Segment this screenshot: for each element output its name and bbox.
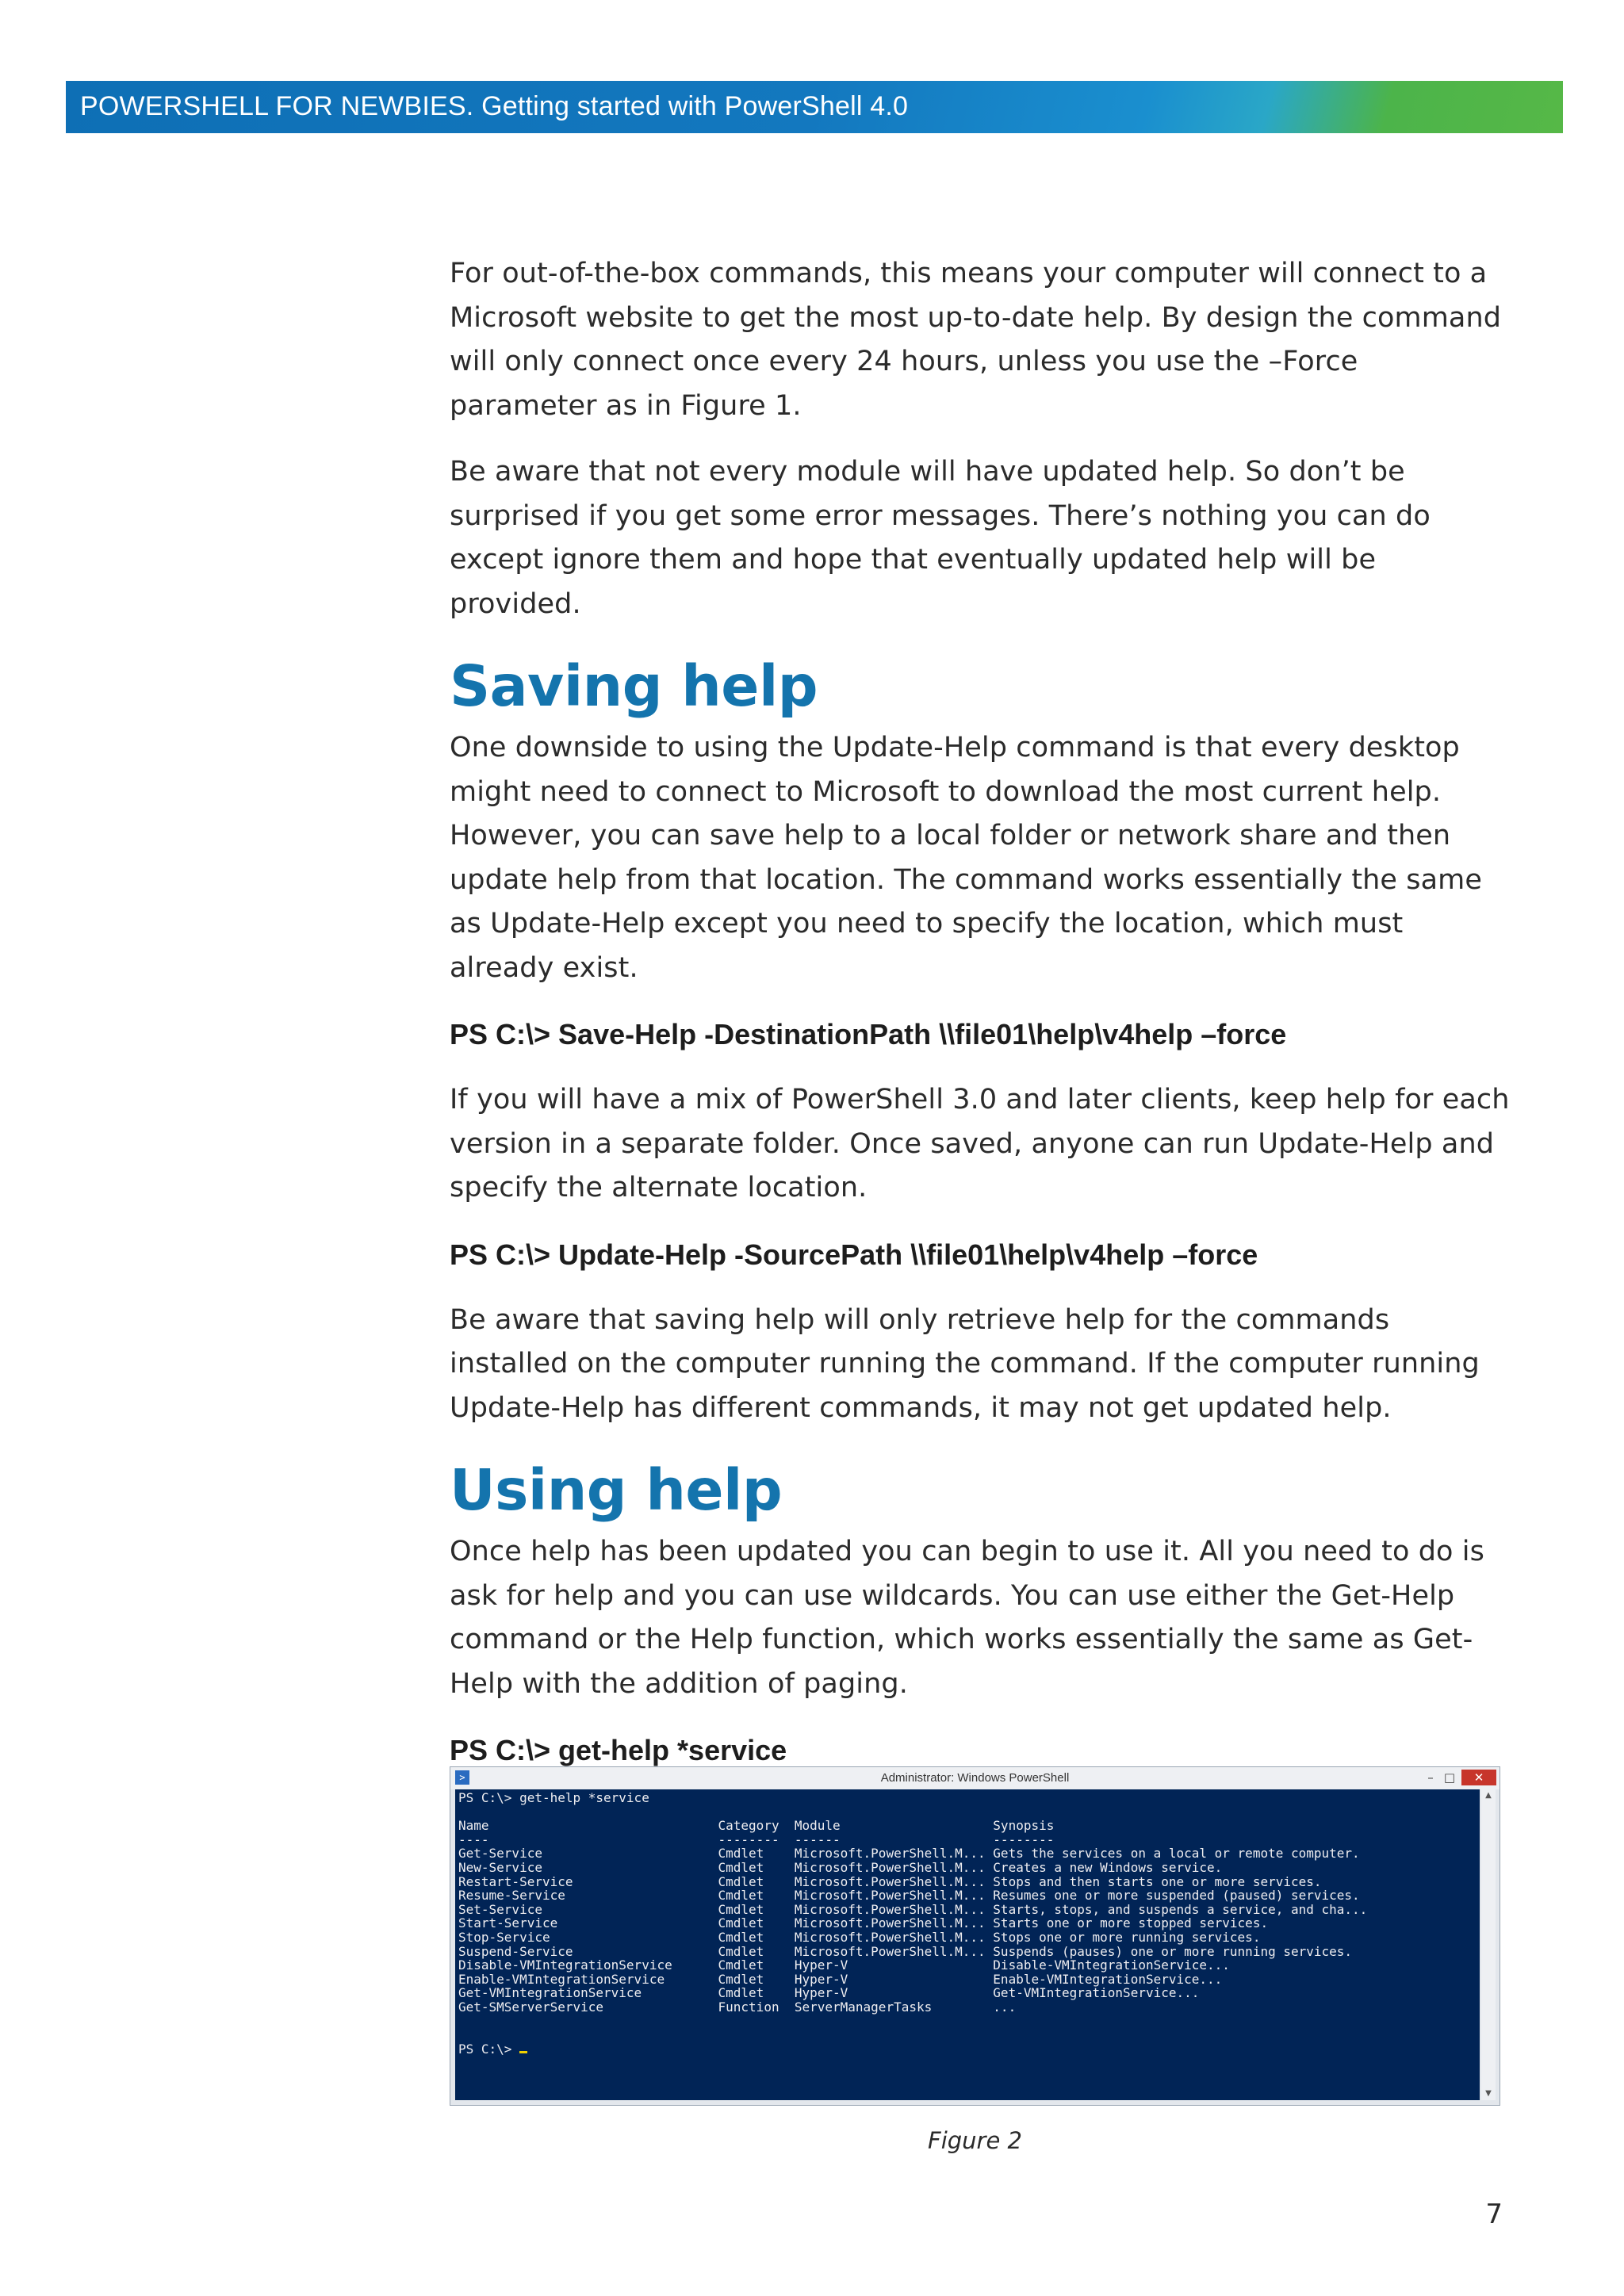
update-help-command: PS C:\> Update-Help -SourcePath \\file01\help\v4help –force (450, 1238, 1258, 1271)
console-cursor (519, 2051, 527, 2053)
console-prompt-line: PS C:\> get-help *service (458, 1790, 649, 1805)
console-row: Disable-VMIntegrationService Cmdlet Hyper-V Disable-VMIntegrationService... (458, 1957, 1230, 1973)
minimize-icon: – (1427, 1770, 1434, 1785)
console-row: Suspend-Service Cmdlet Microsoft.PowerShell.M... Suspends (pauses) one or more running services. (458, 1943, 1353, 1959)
close-icon: ✕ (1461, 1770, 1496, 1785)
page-number: 7 (1485, 2198, 1503, 2230)
figure-caption: Figure 2 (928, 2127, 1022, 2154)
powershell-window-screenshot (450, 1766, 1500, 2106)
console-row: Resume-Service Cmdlet Microsoft.PowerShell.M... Resumes one or more suspended (paused) services. (458, 1888, 1360, 1904)
console-row: Start-Service Cmdlet Microsoft.PowerShell.M... Starts one or more stopped services. (458, 1915, 1269, 1931)
console-row: Get-SMServerService Function ServerManagerTasks ... (458, 1999, 1017, 2015)
powershell-titlebar (450, 1767, 1500, 1789)
save-help-command: PS C:\> Save-Help -DestinationPath \\file01\help\v4help –force (450, 1018, 1287, 1050)
powershell-app-icon: > (455, 1770, 469, 1785)
console-final-prompt: PS C:\> (458, 2041, 520, 2057)
using-help-heading: Using help (450, 1457, 783, 1523)
console-final-prompt-line (458, 2042, 1480, 2057)
maximize-icon: □ (1443, 1770, 1456, 1785)
console-row: Restart-Service Cmdlet Microsoft.PowerShell.M... Stops and then starts one or more services. (458, 1873, 1322, 1889)
saving-help-heading: Saving help (450, 653, 818, 719)
powershell-console (455, 1789, 1480, 2100)
saving-help-paragraph-1: One downside to using the Update-Help command is that every desktop might need to connect to Microsoft to download the most current help. However, you can save help to a local folder or network share and then update help from that location. The command works essentially the same as Update-Help except you need to specify the location, which must already exist. (450, 732, 1482, 984)
scroll-up-arrow-icon: ▲ (1485, 1791, 1492, 1800)
intro-paragraph-1: For out-of-the-box commands, this means your computer will connect to a Microsoft website to get the most up-to-date help. By design the command will only connect once every 24 hours, unless you use the –Force parameter as in Figure 1. (450, 258, 1502, 422)
console-row: Set-Service Cmdlet Microsoft.PowerShell.M... Starts, stops, and suspends a service, and cha... (458, 1901, 1368, 1917)
console-blank-line (458, 2028, 1480, 2042)
header-title: POWERSHELL FOR NEWBIES. Getting started with PowerShell 4.0 (80, 91, 909, 121)
saving-help-paragraph-3: Be aware that saving help will only retrieve help for the commands installed on the computer running the command. If the computer running Update-Help has different commands, it may not get updated help. (450, 1303, 1480, 1424)
console-blank-line (458, 1805, 1480, 1820)
console-row: Get-VMIntegrationService Cmdlet Hyper-V Get-VMIntegrationService... (458, 1985, 1200, 2001)
console-scrollbar (1481, 1789, 1496, 2100)
console-row: Stop-Service Cmdlet Microsoft.PowerShell.M... Stops one or more running services. (458, 1929, 1261, 1945)
get-help-command: PS C:\> get-help *service (450, 1734, 787, 1766)
using-help-paragraph-1: Once help has been updated you can begin to use it. All you need to do is ask for help and you can use wildcards. You can use either the Get-Help command or the Help function, which works essentially the same as Get-Help with the addition of paging. (450, 1536, 1484, 1700)
console-row: Enable-VMIntegrationService Cmdlet Hyper-V Enable-VMIntegrationService... (458, 1971, 1223, 1987)
saving-help-paragraph-2: If you will have a mix of PowerShell 3.0 and later clients, keep help for each version in a separate folder. Once saved, anyone can run Update-Help and specify the alternate location. (450, 1084, 1510, 1203)
scroll-down-arrow-icon: ▼ (1485, 2089, 1492, 2098)
main-content (450, 252, 1512, 1794)
console-underline-line: ---- -------- ------ -------- (458, 1831, 1055, 1847)
header-band (66, 81, 1563, 133)
console-row: New-Service Cmdlet Microsoft.PowerShell.M... Creates a new Windows service. (458, 1859, 1223, 1875)
console-blank-line (458, 2015, 1480, 2029)
intro-paragraph-2: Be aware that not every module will have updated help. So don’t be surprised if you get some error messages. There’s nothing you can do except ignore them and hope that eventually updated help will be provided. (450, 456, 1431, 620)
console-row: Get-Service Cmdlet Microsoft.PowerShell.M... Gets the services on a local or remote computer. (458, 1846, 1360, 1862)
console-header-line: Name Category Module Synopsis (458, 1818, 1055, 1834)
powershell-window-title: Administrator: Windows PowerShell (880, 1771, 1070, 1785)
